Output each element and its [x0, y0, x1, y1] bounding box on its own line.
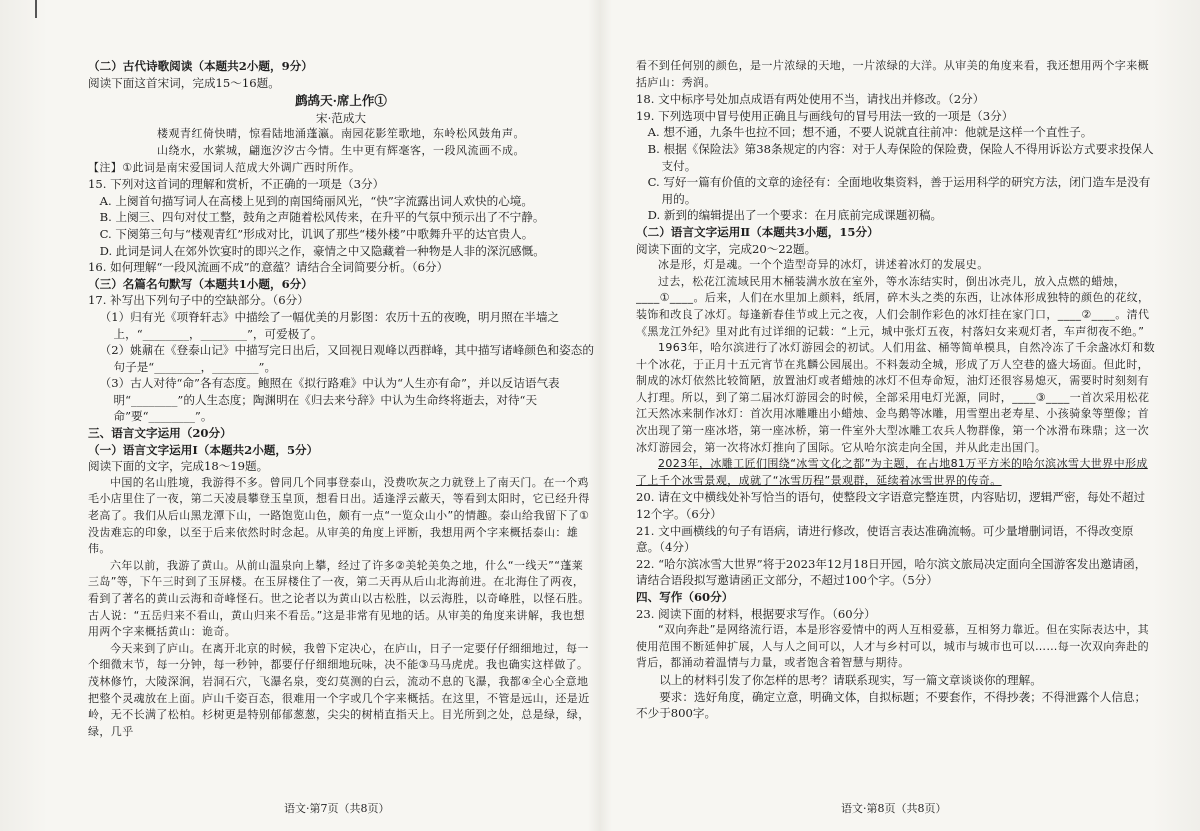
option-a: A. 上阕首句描写词人在高楼上见到的南国绮丽风光，“快”字流露出词人欢快的心境。	[99, 193, 533, 208]
page-7-column	[88, 58, 594, 771]
question-15: 15. 下列对这首词的理解和赏析，不正确的一项是（3分）	[88, 177, 385, 192]
option-c: C. 写好一篇有价值的文章的途径有：全面地收集资料，善于运用科学的研究方法，闭门造车是没有用的。	[647, 175, 1151, 206]
poem-line: 山绕水，水萦城，翩迤汐汐古今情。生中更有辉毫客，一段风流画不成。	[157, 143, 525, 157]
passage-paragraph: 六年以前，我游了黄山。从前山温泉向上攀，经过了许多②美轮美奂之地，什么“一线天”“蓬莱三岛”等，下午三时到了玉屏楼。在玉屏楼住了一夜，第二天再从后山北海前进。在北海住了两夜，看到了著名的黄山云海和奇峰怪石。世之论者以为黄山以古松胜，以云海胜，以奇峰胜，以怪石胜。古人说：“五岳归来不看山，黄山归来不看岳。”这是非常有见地的话。从审美的角度来讲解，我也想用两个字来概括黄山：诡奇。	[88, 558, 590, 639]
passage-paragraph: 过去，松花江流域民用木桶装满水放在室外，等水冻结实时，倒出冰壳儿，放入点燃的蜡烛，____①____。后来，人们在水里加上颜料，纸屑，碎木头之类的东西，让冰体形成独特的颜色的花纹，装饰和改良了冰灯。每逢新春佳节或上元之夜，人们会制作彩色的冰灯挂在家门口，____②____。清代《黑龙江外纪》里对此有过详细的记载：“上元，城中张灯五夜，村落妇女来观灯者，车声彻夜不绝。”	[636, 274, 1150, 338]
underlined-paragraph: 2023年，冰雕工匠们围绕“冰雪文化之都”为主题，在占地81万平方米的哈尔滨冰雪大世界中形成了上千个冰雪景观，成就了“冰雪历程”景观群，延续着冰雪世界的传奇。	[636, 457, 1148, 487]
writing-requirements: 要求：选好角度，确定立意，明确文体，自拟标题；不要套作，不得抄袭；不得泄露个人信息；不少于800字。	[636, 689, 1147, 721]
section-heading: 四、写作（60分）	[636, 590, 734, 604]
passage-paragraph: 1963年，哈尔滨进行了冰灯游园会的初试。人们用盆、桶等简单模具，自然冷冻了千余盏冰灯和数十个冰花，于正月十五元宵节在兆麟公园展出。不料轰动全城，形成了万人空巷的盛大场面。但此时，制成的冰灯依然比较简陋，放置油灯或者蜡烛的冰灯不但寿命短，油灯还很容易熄灭，需要时时刻刻有人打理。所以，到了第二届冰灯游园会的时候，全部采用电灯光源，同时，____③____一首次采用松花江天然冰来制作冰灯：首次用冰雕雕出小蜡烛、金鸟鹅等冰雕，用雪塑出老寿星、小孩骑象等塑像；首次出现了第一座冰塔，第一座冰桥，第一件室外大型冰雕工农兵人物群像，第一个冰滑布珠鼎；这一次冰灯游园会，第一次将冰灯推向了国际。它从哈尔滨走向全国，并从此走出国门。	[636, 341, 1155, 454]
section-heading: 三、语言文字运用（20分）	[88, 426, 232, 441]
passage-continuation: 看不到任何别的颜色，是一片浓绿的天地，一片浓绿的大洋。从审美的角度来看，我还想用两个字来概括庐山：秀润。	[636, 59, 1149, 89]
poem-line: 楼观青红倚快晴，惊看陆地涌蓬瀛。南园花影笙歌地，东岭松风鼓角声。	[157, 127, 525, 141]
question-20: 20. 请在文中横线处补写恰当的语句，使整段文字语意完整连贯，内容贴切，逻辑严密，每处不超过12个字。（6分）	[636, 490, 1146, 522]
option-a: A. 想不通，九条牛也拉不回；想不通，不要人说就直往前冲：他就是这样一个直性子。	[647, 125, 1093, 140]
option-c: C. 下阕第三句与“楼观青红”形成对比，讥讽了那些“楼外楼”中歌舞升平的达官贵人。	[99, 226, 534, 241]
option-b: B. 根据《保险法》第38条规定的内容：对于人寿保险的保险费，保险人不得用诉讼方式要求投保人支付。	[647, 141, 1154, 173]
instruction: 阅读下面的文字，完成18～19题。	[88, 459, 269, 474]
option-d: D. 此词是词人在郊外饮宴时的即兴之作，豪情之中又隐藏着一种物是人非的深沉感慨。	[99, 243, 545, 258]
binding-mark	[35, 0, 37, 18]
passage-paragraph: 中国的名山胜境，我游得不多。曾同几个同事登泰山，没费吹灰之力就登上了南天门。在一个鸡毛小店里住了一夜，第二天凌晨攀登玉皇顶，想看日出。适逢浮云蔽天，等看到太阳时，它已经升得老高了。我们从后山黑龙潭下山，一路饱览山色，颇有一点“一览众山小”的情趣。泰山给我留下了①没齿难忘的印象，以至于后来依然时时念起。从审美的角度上评断，我想用两个字来概括泰山：雄伟。	[88, 475, 590, 556]
page-footer-8: 语文·第8页（共8页）	[841, 802, 947, 815]
option-b: B. 上阕三、四句对仗工整，鼓角之声随着松风传来，在升平的气氛中预示出了不宁静。	[99, 210, 545, 225]
instruction: 阅读下面的文字，完成20～22题。	[636, 241, 817, 256]
poem-note: 【注】①此词是南宋爱国词人范成大外调广西时所作。	[88, 160, 361, 174]
poem-title: 鹧鸪天·席上作①	[295, 93, 387, 109]
question-21: 21. 文中画横线的句子有语病，请进行修改，使语言表达准确流畅。可少量增删词语，不得改变原意。（4分）	[636, 523, 1134, 555]
question-17-3: （3）古人对待“命”各有态度。鲍照在《拟行路难》中认为“人生亦有命”，并以反诘语气表明“________”的人生态度；陶渊明在《归去来兮辞》中认为生命终将逝去，对待“天命”要“________”。	[99, 376, 560, 424]
option-d: D. 新到的编辑提出了一个要求：在月底前完成课题初稿。	[647, 208, 943, 223]
question-16: 16. 如何理解“一段风流画不成”的意蕴？请结合全词简要分析。（6分）	[88, 260, 449, 275]
section-heading: （一）语言文字运用Ⅰ（本题共2小题，5分）	[88, 442, 319, 457]
section-heading: （三）名篇名句默写（本题共1小题，6分）	[88, 276, 313, 291]
question-17-1: （1）归有光《项脊轩志》中描绘了一幅优美的月影图：农历十五的夜晚，明月照在半墙之上，“________，________”，可爱极了。	[99, 309, 560, 341]
section-heading: （二）古代诗歌阅读（本题共2小题，9分）	[88, 59, 313, 73]
instruction: 阅读下面这首宋词，完成15～16题。	[88, 75, 280, 90]
writing-prompt: 以上的材料引发了你怎样的思考？请联系现实，写一篇文章谈谈你的理解。	[659, 672, 1042, 687]
passage-paragraph: 冰是形，灯是魂。一个个造型奇异的冰灯，讲述着冰灯的发展史。	[658, 258, 989, 272]
question-22: 22. “哈尔滨冰雪大世界”将于2023年12月18日开园，哈尔滨文旅局决定面向全国游客发出邀请函，请结合语段拟写邀请函正文部分，不超过100个字。（5分）	[636, 556, 1147, 588]
poem-author: 宋·范成大	[315, 110, 367, 125]
passage-paragraph: 今天来到了庐山。在离开北京的时候，我曾下定决心，在庐山，日子一定要仔仔细细地过，每一个细微末节，每一分钟，每一秒钟，都要仔仔细细地玩味，决不能③马马虎虎。我也确实这样做了。茂林修竹，大陵深涧，岩洞石穴，飞瀑名泉，变幻莫测的白云，流动不息的飞瀑，我都④全心全意地把整个灵魂放在上面。庐山千姿百态，很难用一个字或几个字来概括。在这里，不管是远山，还是近岭，无不长满了松柏。杉树更是特别郁郁葱葱，尖尖的树梢直指天上。目光所到之处，总是绿，绿，绿，几乎	[88, 641, 590, 738]
page-8-column	[636, 58, 1156, 771]
question-18: 18. 文中标序号处加点成语有两处使用不当，请找出并修改。（2分）	[636, 92, 985, 107]
page-footer-7: 语文·第7页（共8页）	[284, 802, 390, 815]
question-17-2: （2）姚鼐在《登泰山记》中描写完日出后，又回视日观峰以西群峰，其中描写诸峰颜色和姿态的句子是“________，________”。	[99, 343, 594, 374]
question-23: 23. 阅读下面的材料，根据要求写作。（60分）	[636, 606, 876, 621]
question-19: 19. 下列选项中冒号使用正确且与画线句的冒号用法一致的一项是（3分）	[636, 108, 1014, 123]
writing-material: “双向奔赴”是网络流行语，本是形容爱情中的两人互相爱慕，互相努力靠近。但在实际表达中，其使用范围不断延伸扩展，人与人之间可以，人才与乡村可以，城市与城市也可以……每一次双向奔赴的背后，都涌动着温情与力量，或者饱含着智慧与期待。	[636, 623, 1149, 670]
question-17: 17. 补写出下列句子中的空缺部分。（6分）	[88, 293, 309, 308]
section-heading: （二）语言文字运用Ⅱ（本题共3小题，15分）	[636, 224, 879, 239]
